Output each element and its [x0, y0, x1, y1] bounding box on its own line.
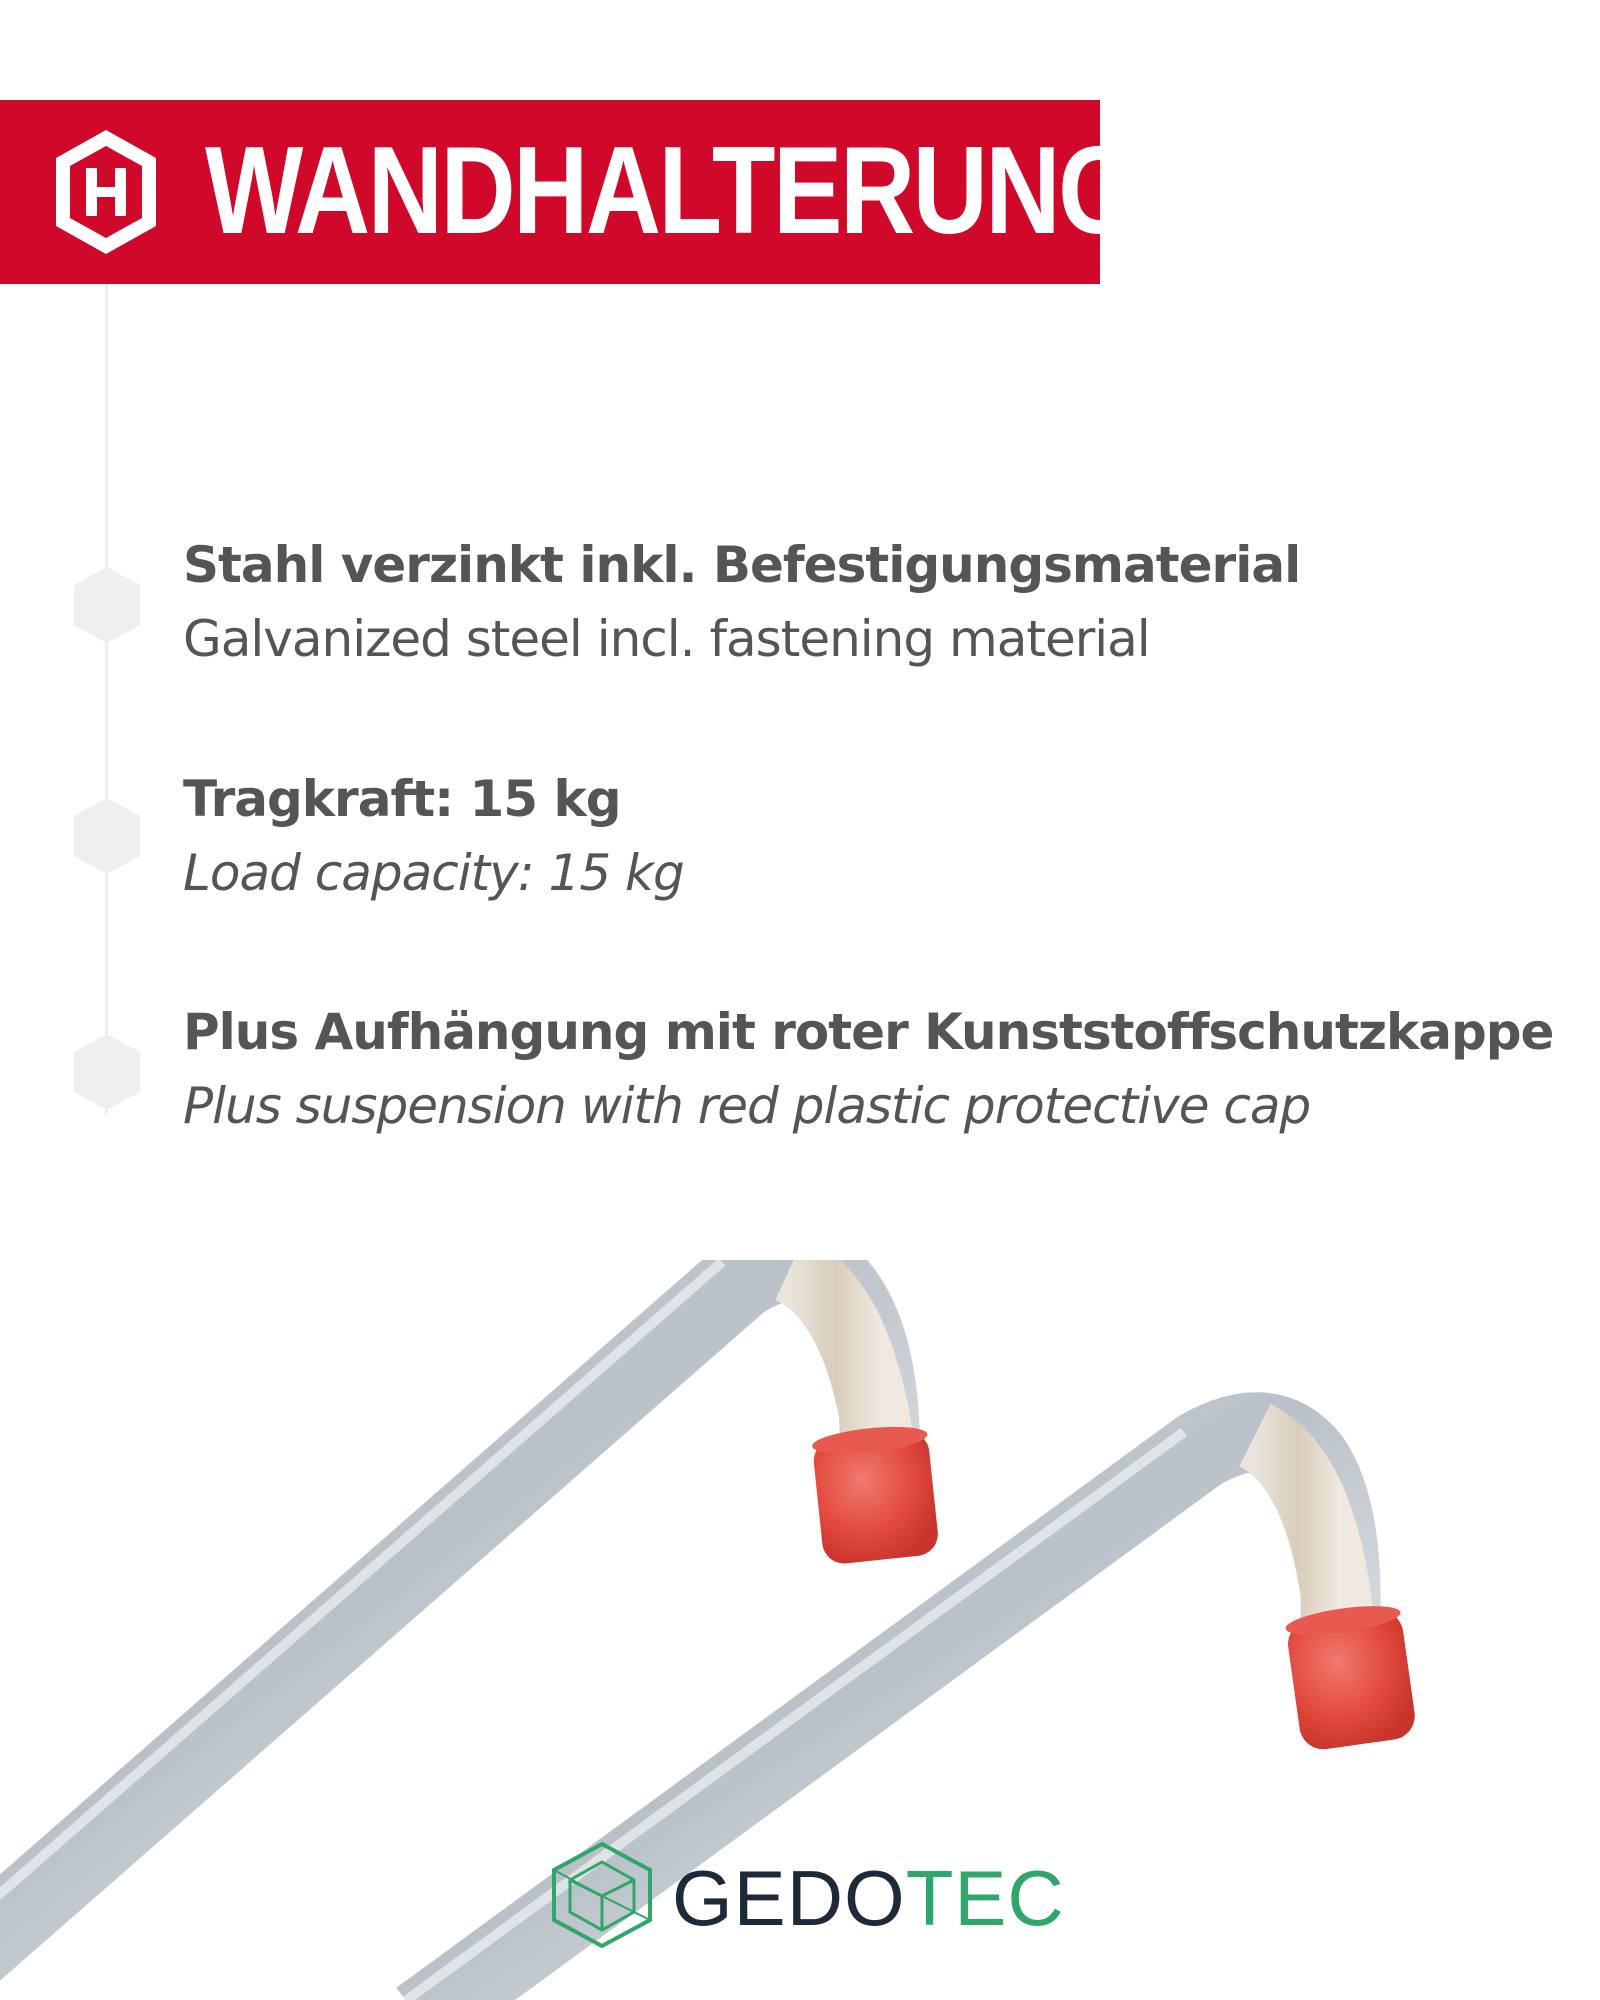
timeline-line	[105, 284, 108, 1114]
hexagon-bullet-icon	[72, 565, 142, 645]
page-title: WANDHALTERUNG	[205, 122, 1137, 260]
feature-load-capacity	[183, 762, 1583, 910]
feature-suspension	[183, 995, 1583, 1143]
title-banner	[0, 100, 1137, 284]
hexagon-bullet-icon	[72, 796, 142, 876]
feature-title-de: Stahl verzinkt inkl. Befestigungsmaterial	[183, 536, 1301, 594]
gedotec-hexagon-logo-icon	[548, 1840, 656, 1950]
feature-material	[183, 528, 1583, 676]
feature-text-en: Galvanized steel incl. fastening material	[183, 610, 1150, 668]
feature-text-en: Load capacity: 15 kg	[183, 844, 684, 902]
feature-title-de: Tragkraft: 15 kg	[183, 770, 621, 828]
feature-title-de: Plus Aufhängung mit roter Kunststoffschutzkappe	[183, 1003, 1554, 1061]
hexagon-h-icon	[44, 122, 168, 262]
hexagon-bullet-icon	[72, 1032, 142, 1112]
brand-wordmark-part1: GEDO	[672, 1854, 906, 1942]
feature-text-en: Plus suspension with red plastic protective cap	[183, 1077, 1311, 1135]
brand-wordmark-part2: TEC	[905, 1854, 1065, 1942]
brand-logo	[548, 1840, 1068, 1950]
brand-wordmark	[672, 1854, 1065, 1942]
